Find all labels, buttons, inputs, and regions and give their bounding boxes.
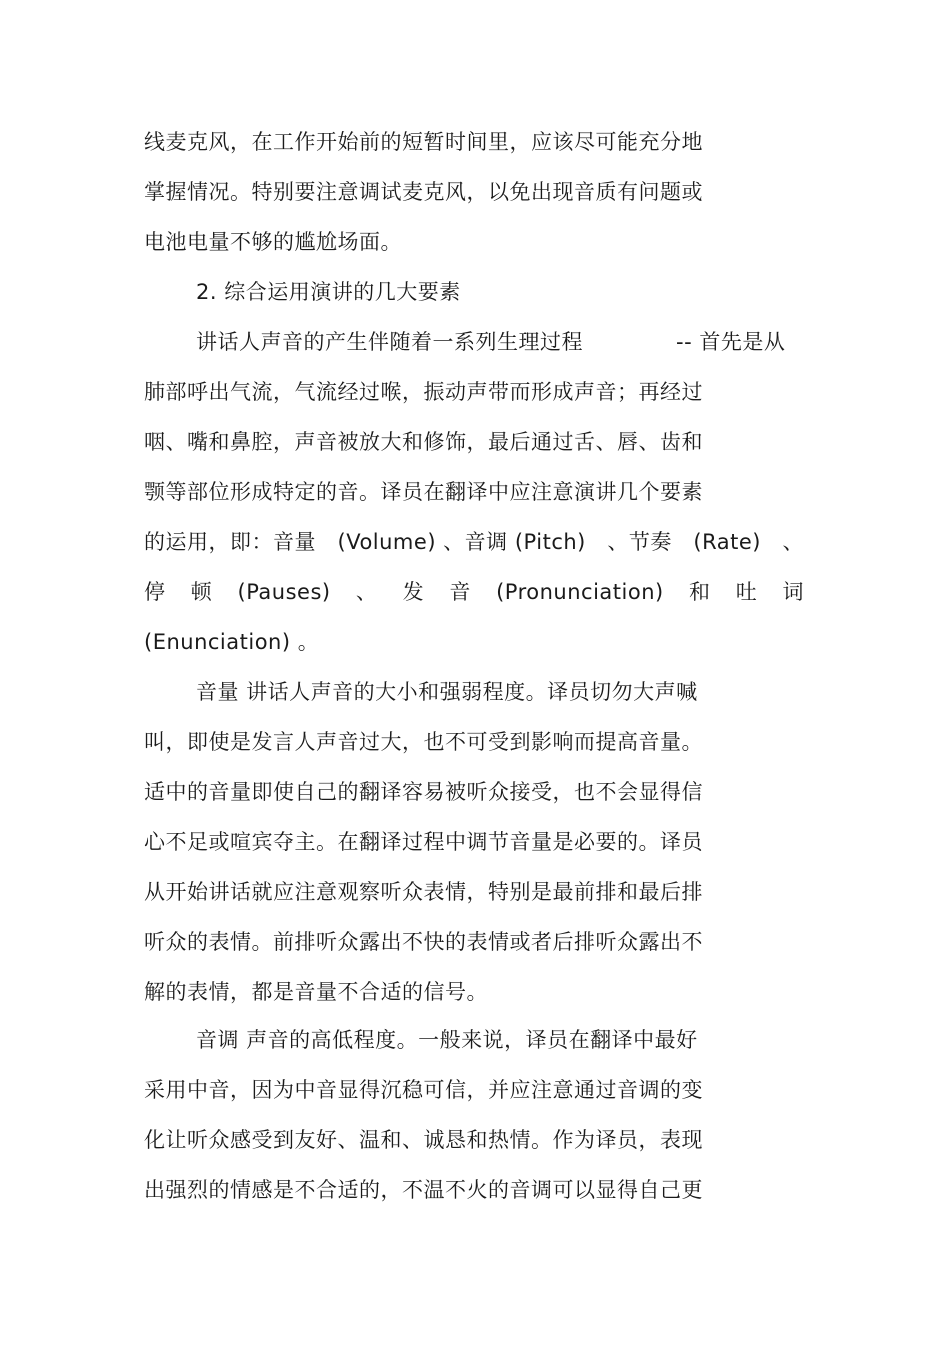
- text-line: 颚等部位形成特定的音。译员在翻译中应注意演讲几个要素: [144, 480, 703, 504]
- text-fragment: 、节奏: [607, 530, 672, 554]
- text-fragment: 词: [782, 580, 804, 604]
- text-line: (Enunciation) 。: [144, 630, 320, 654]
- text-line: 解的表情，都是音量不合适的信号。: [144, 980, 488, 1004]
- text-line: [144, 577, 804, 607]
- section-heading: 2. 综合运用演讲的几大要素: [196, 280, 461, 304]
- text-line: 电池电量不够的尴尬场面。: [144, 230, 402, 254]
- text-line: 咽、嘴和鼻腔，声音被放大和修饰，最后通过舌、唇、齿和: [144, 430, 703, 454]
- text-fragment: 发: [402, 580, 425, 604]
- text-line: 音量 讲话人声音的大小和强弱程度。译员切勿大声喊: [196, 680, 698, 704]
- text-line: 叫，即使是发言人声音过大，也不可受到影响而提高音量。: [144, 730, 703, 754]
- text-fragment: 和: [688, 580, 711, 604]
- text-line: 从开始讲话就应注意观察听众表情，特别是最前排和最后排: [144, 880, 703, 904]
- text-line: 肺部呼出气流，气流经过喉，振动声带而形成声音；再经过: [144, 380, 703, 404]
- text-fragment: 、: [355, 580, 378, 604]
- text-fragment: (Pronunciation): [496, 580, 664, 604]
- text-fragment: 音: [449, 580, 471, 604]
- text-line: 心不足或喧宾夺主。在翻译过程中调节音量是必要的。译员: [144, 830, 703, 854]
- text-line: 线麦克风，在工作开始前的短暂时间里，应该尽可能充分地: [144, 130, 703, 154]
- text-fragment: 停: [144, 580, 166, 604]
- text-line: 讲话人声音的产生伴随着一系列生理过程: [196, 330, 583, 354]
- text-fragment: 、: [782, 530, 804, 554]
- text-line: 采用中音，因为中音显得沉稳可信，并应注意通过音调的变: [144, 1078, 703, 1102]
- text-line: 音调 声音的高低程度。一般来说，译员在翻译中最好: [196, 1028, 698, 1052]
- text-fragment: 顿: [190, 580, 213, 604]
- text-fragment: (Rate): [693, 530, 761, 554]
- text-line: 掌握情况。特别要注意调试麦克风，以免出现音质有问题或: [144, 180, 703, 204]
- text-line: 化让听众感受到友好、温和、诚恳和热情。作为译员，表现: [144, 1128, 703, 1152]
- text-line: 听众的表情。前排听众露出不快的表情或者后排听众露出不: [144, 930, 703, 954]
- text-fragment: 吐: [735, 580, 758, 604]
- text-fragment: (Pauses): [237, 580, 331, 604]
- text-line: -- 首先是从: [676, 330, 786, 354]
- text-line: 出强烈的情感是不合适的，不温不火的音调可以显得自己更: [144, 1178, 703, 1202]
- text-fragment: (Volume) 、音调 (Pitch): [337, 530, 586, 554]
- text-fragment: 的运用，即：音量: [144, 530, 316, 554]
- text-line: 适中的音量即使自己的翻译容易被听众接受，也不会显得信: [144, 780, 703, 804]
- text-line: [144, 527, 804, 557]
